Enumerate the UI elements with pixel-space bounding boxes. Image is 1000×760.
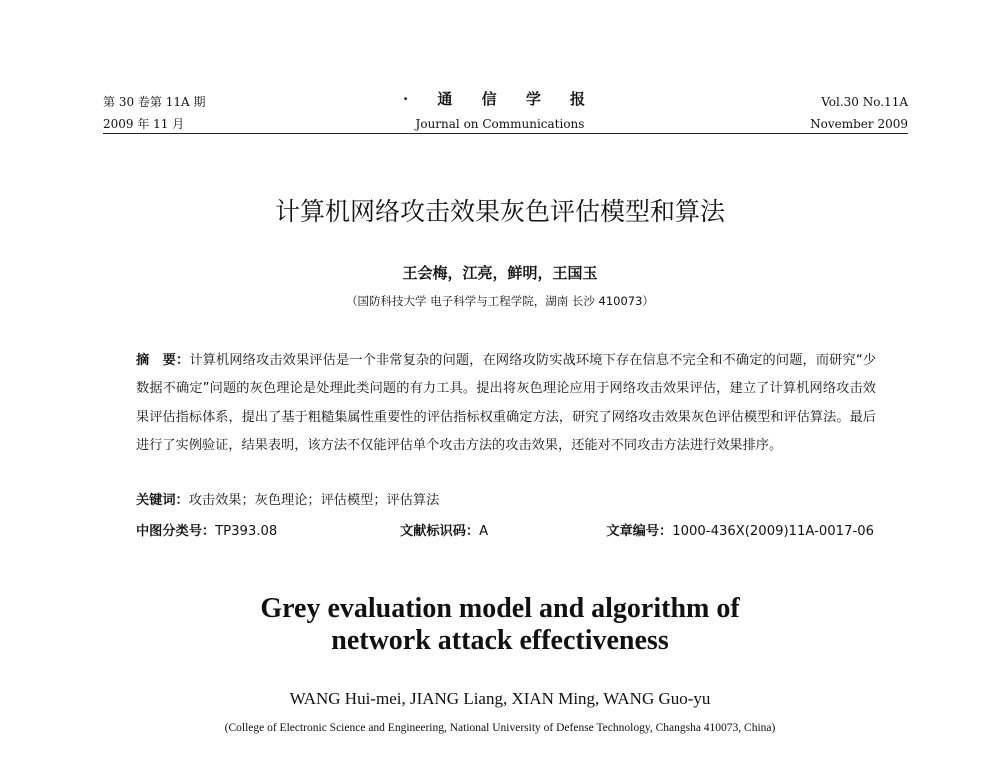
journal-name-en: Journal on Communications xyxy=(415,117,585,131)
authors-cn: 王会梅，江亮，鲜明，王国玉 xyxy=(402,264,598,282)
doc-code-label: 文献标识码： xyxy=(400,524,480,539)
clc-number xyxy=(136,522,277,542)
keywords-text: 攻击效果；灰色理论；评估模型；评估算法 xyxy=(188,493,440,508)
paper-title-cn: 计算机网络攻击效果灰色评估模型和算法 xyxy=(274,197,725,226)
article-number xyxy=(606,522,874,542)
header-rule xyxy=(103,133,908,134)
affiliation-cn: （国防科技大学 电子科学与工程学院，湖南 长沙 410073） xyxy=(346,294,654,308)
volume-issue: 第 30 卷第 11A 期 xyxy=(103,95,206,109)
issue-date-en: November 2009 xyxy=(810,117,908,131)
abstract-text: 计算机网络攻击效果评估是一个非常复杂的问题，在网络攻防实战环境下存在信息不完全和不确定的问题，而研究“少数据不确定”问题的灰色理论是处理此类问题的有力工具。提出将灰色理论应用于网络攻击效果评估，建立了计算机网络攻击效果评估指标体系，提出了基于粗糙集属性重要性的评估指标权重确定方法，研究了网络攻击效果灰色评估模型和评估算法。最后进行了实例验证，结果表明，该方法不仅能评估单个攻击方法的攻击效果，还能对不同攻击方法进行效果排序。 xyxy=(136,353,877,454)
paper-title-en-line2: network attack effectiveness xyxy=(331,625,669,656)
keywords-label: 关键词： xyxy=(136,493,189,508)
keywords xyxy=(136,491,876,511)
article-no-value: 1000-436X(2009)11A-0017-06 xyxy=(672,524,874,539)
clc-value: TP393.08 xyxy=(215,524,278,539)
issue-date: 2009 年 11 月 xyxy=(103,117,185,131)
abstract xyxy=(136,347,876,461)
abstract-label: 摘 要： xyxy=(136,353,190,368)
doc-code-value: A xyxy=(479,524,489,539)
article-no-label: 文章编号： xyxy=(606,524,673,539)
affiliation-en: (College of Electronic Science and Engineering, National University of Defense Technology, Changsha 410073, China) xyxy=(224,722,776,734)
paper-title-en xyxy=(0,593,1000,657)
paper-title-en-line1: Grey evaluation model and algorithm of xyxy=(260,593,740,624)
clc-label: 中图分类号： xyxy=(136,524,216,539)
authors-en: WANG Hui-mei, JIANG Liang, XIAN Ming, WANG Guo-yu xyxy=(289,689,711,708)
document-code xyxy=(400,522,488,542)
journal-name-cn: · 通 信 学 报 xyxy=(402,90,598,108)
volume-issue-en: Vol.30 No.11A xyxy=(821,95,908,109)
